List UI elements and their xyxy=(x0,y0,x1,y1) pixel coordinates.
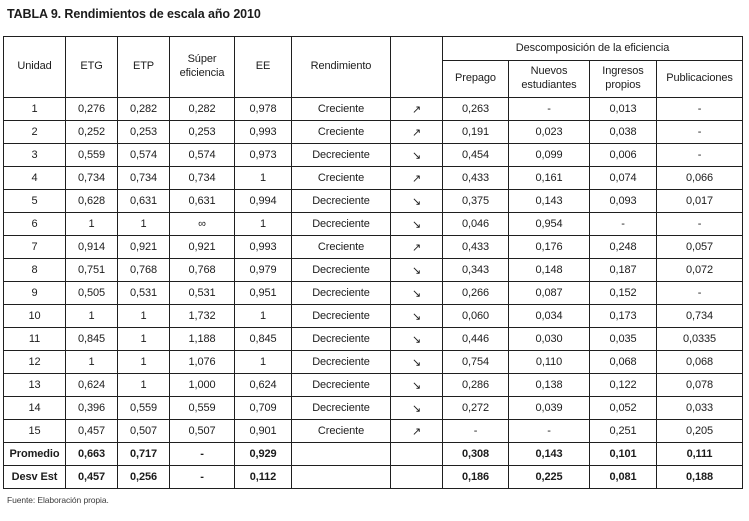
col-header-ee: EE xyxy=(235,37,292,98)
unidad-cell: 3 xyxy=(4,144,66,167)
col-header-super-eficiencia: Súper eficiencia xyxy=(170,37,235,98)
etg-cell: 0,276 xyxy=(66,98,118,121)
super-eficiencia-cell: ∞ xyxy=(170,213,235,236)
super-eficiencia-cell: 0,734 xyxy=(170,167,235,190)
prepago-cell: 0,060 xyxy=(443,305,509,328)
nuevos-estudiantes-cell: 0,225 xyxy=(509,466,590,489)
ee-cell: 1 xyxy=(235,305,292,328)
publicaciones-cell: 0,033 xyxy=(657,397,743,420)
ingresos-propios-cell: 0,187 xyxy=(590,259,657,282)
table-header xyxy=(4,37,743,98)
table-row xyxy=(4,305,743,328)
super-eficiencia-cell: 0,282 xyxy=(170,98,235,121)
rendimiento-cell xyxy=(292,466,391,489)
nuevos-estudiantes-cell: 0,023 xyxy=(509,121,590,144)
ee-cell: 0,993 xyxy=(235,121,292,144)
rendimiento-cell: Decreciente xyxy=(292,351,391,374)
etg-cell: 0,628 xyxy=(66,190,118,213)
nuevos-estudiantes-cell: 0,161 xyxy=(509,167,590,190)
table-row xyxy=(4,121,743,144)
col-header-ingresos-propios: Ingresos propios xyxy=(590,61,657,98)
super-eficiencia-cell: 0,559 xyxy=(170,397,235,420)
ingresos-propios-cell: 0,052 xyxy=(590,397,657,420)
rendimiento-cell: Decreciente xyxy=(292,374,391,397)
table-row xyxy=(4,190,743,213)
trend-arrow-icon: ↘ xyxy=(391,144,443,167)
publicaciones-cell: 0,0335 xyxy=(657,328,743,351)
ee-cell: 0,994 xyxy=(235,190,292,213)
ingresos-propios-cell: 0,101 xyxy=(590,443,657,466)
rendimiento-cell: Decreciente xyxy=(292,213,391,236)
unidad-cell: 1 xyxy=(4,98,66,121)
unidad-cell: 9 xyxy=(4,282,66,305)
table-row xyxy=(4,397,743,420)
rendimiento-cell: Decreciente xyxy=(292,259,391,282)
unidad-cell: 14 xyxy=(4,397,66,420)
unidad-cell: 6 xyxy=(4,213,66,236)
trend-arrow-icon xyxy=(391,466,443,489)
trend-arrow-icon: ↘ xyxy=(391,190,443,213)
col-header-etg: ETG xyxy=(66,37,118,98)
super-eficiencia-cell: 0,921 xyxy=(170,236,235,259)
col-header-etp: ETP xyxy=(118,37,170,98)
table-row xyxy=(4,144,743,167)
ee-cell: 0,978 xyxy=(235,98,292,121)
col-header-prepago: Prepago xyxy=(443,61,509,98)
ingresos-propios-cell: 0,074 xyxy=(590,167,657,190)
super-eficiencia-cell: 0,507 xyxy=(170,420,235,443)
etg-cell: 0,734 xyxy=(66,167,118,190)
etg-cell: 0,845 xyxy=(66,328,118,351)
publicaciones-cell: - xyxy=(657,144,743,167)
ee-cell: 0,929 xyxy=(235,443,292,466)
etp-cell: 0,507 xyxy=(118,420,170,443)
table-row xyxy=(4,328,743,351)
ee-cell: 0,901 xyxy=(235,420,292,443)
nuevos-estudiantes-cell: 0,099 xyxy=(509,144,590,167)
ee-cell: 1 xyxy=(235,213,292,236)
super-eficiencia-cell: 0,253 xyxy=(170,121,235,144)
super-eficiencia-cell: - xyxy=(170,466,235,489)
rendimiento-cell: Creciente xyxy=(292,236,391,259)
ingresos-propios-cell: 0,152 xyxy=(590,282,657,305)
etg-cell: 0,457 xyxy=(66,420,118,443)
etg-cell: 0,914 xyxy=(66,236,118,259)
ingresos-propios-cell: 0,006 xyxy=(590,144,657,167)
trend-arrow-icon: ↘ xyxy=(391,282,443,305)
etp-cell: 1 xyxy=(118,374,170,397)
table-title: TABLA 9. Rendimientos de escala año 2010 xyxy=(7,7,261,21)
nuevos-estudiantes-cell: 0,176 xyxy=(509,236,590,259)
prepago-cell: 0,272 xyxy=(443,397,509,420)
table-row xyxy=(4,351,743,374)
etp-cell: 0,717 xyxy=(118,443,170,466)
super-eficiencia-cell: 0,574 xyxy=(170,144,235,167)
etg-cell: 0,559 xyxy=(66,144,118,167)
prepago-cell: 0,754 xyxy=(443,351,509,374)
prepago-cell: 0,375 xyxy=(443,190,509,213)
etg-cell: 1 xyxy=(66,351,118,374)
nuevos-estudiantes-cell: 0,148 xyxy=(509,259,590,282)
table-row xyxy=(4,282,743,305)
ee-cell: 0,979 xyxy=(235,259,292,282)
table-row xyxy=(4,213,743,236)
prepago-cell: 0,186 xyxy=(443,466,509,489)
publicaciones-cell: 0,068 xyxy=(657,351,743,374)
ee-cell: 0,973 xyxy=(235,144,292,167)
ingresos-propios-cell: 0,081 xyxy=(590,466,657,489)
ee-cell: 0,112 xyxy=(235,466,292,489)
unidad-cell: 13 xyxy=(4,374,66,397)
publicaciones-cell: 0,017 xyxy=(657,190,743,213)
ingresos-propios-cell: 0,038 xyxy=(590,121,657,144)
prepago-cell: 0,046 xyxy=(443,213,509,236)
etp-cell: 0,631 xyxy=(118,190,170,213)
etp-cell: 0,559 xyxy=(118,397,170,420)
prepago-cell: 0,308 xyxy=(443,443,509,466)
nuevos-estudiantes-cell: - xyxy=(509,98,590,121)
nuevos-estudiantes-cell: 0,030 xyxy=(509,328,590,351)
unidad-cell: 2 xyxy=(4,121,66,144)
rendimiento-cell xyxy=(292,443,391,466)
ingresos-propios-cell: 0,248 xyxy=(590,236,657,259)
publicaciones-cell: - xyxy=(657,213,743,236)
ingresos-propios-cell: 0,068 xyxy=(590,351,657,374)
table-row xyxy=(4,420,743,443)
trend-arrow-icon: ↘ xyxy=(391,374,443,397)
table-row xyxy=(4,98,743,121)
prepago-cell: 0,433 xyxy=(443,167,509,190)
super-eficiencia-cell: 1,732 xyxy=(170,305,235,328)
nuevos-estudiantes-cell: 0,143 xyxy=(509,190,590,213)
summary-row xyxy=(4,443,743,466)
ee-cell: 1 xyxy=(235,351,292,374)
etp-cell: 0,768 xyxy=(118,259,170,282)
nuevos-estudiantes-cell: 0,138 xyxy=(509,374,590,397)
trend-arrow-icon: ↗ xyxy=(391,121,443,144)
super-eficiencia-cell: 0,631 xyxy=(170,190,235,213)
prepago-cell: 0,191 xyxy=(443,121,509,144)
publicaciones-cell: 0,734 xyxy=(657,305,743,328)
nuevos-estudiantes-cell: 0,034 xyxy=(509,305,590,328)
unidad-cell: 15 xyxy=(4,420,66,443)
unidad-cell: 5 xyxy=(4,190,66,213)
ingresos-propios-cell: 0,013 xyxy=(590,98,657,121)
ingresos-propios-cell: 0,035 xyxy=(590,328,657,351)
nuevos-estudiantes-cell: 0,954 xyxy=(509,213,590,236)
prepago-cell: 0,286 xyxy=(443,374,509,397)
col-group-header-descomposicion: Descomposición de la eficiencia xyxy=(443,37,743,61)
table-row xyxy=(4,167,743,190)
etp-cell: 0,574 xyxy=(118,144,170,167)
nuevos-estudiantes-cell: - xyxy=(509,420,590,443)
summary-row xyxy=(4,466,743,489)
etp-cell: 0,531 xyxy=(118,282,170,305)
trend-arrow-icon: ↗ xyxy=(391,236,443,259)
rendimiento-cell: Decreciente xyxy=(292,282,391,305)
rendimiento-cell: Decreciente xyxy=(292,328,391,351)
unidad-cell: 7 xyxy=(4,236,66,259)
etg-cell: 1 xyxy=(66,213,118,236)
nuevos-estudiantes-cell: 0,143 xyxy=(509,443,590,466)
etp-cell: 0,282 xyxy=(118,98,170,121)
rendimiento-cell: Decreciente xyxy=(292,144,391,167)
rendimiento-cell: Decreciente xyxy=(292,190,391,213)
etp-cell: 1 xyxy=(118,305,170,328)
rendimiento-cell: Creciente xyxy=(292,121,391,144)
trend-arrow-icon: ↘ xyxy=(391,259,443,282)
col-header-rendimiento: Rendimiento xyxy=(292,37,391,98)
rendimiento-cell: Decreciente xyxy=(292,397,391,420)
ingresos-propios-cell: 0,122 xyxy=(590,374,657,397)
prepago-cell: 0,266 xyxy=(443,282,509,305)
etp-cell: 1 xyxy=(118,351,170,374)
rendimientos-table xyxy=(3,36,743,489)
etg-cell: 1 xyxy=(66,305,118,328)
unidad-cell: 4 xyxy=(4,167,66,190)
prepago-cell: 0,433 xyxy=(443,236,509,259)
col-header-nuevos-estudiantes: Nuevos estudiantes xyxy=(509,61,590,98)
ee-cell: 0,993 xyxy=(235,236,292,259)
super-eficiencia-cell: 1,000 xyxy=(170,374,235,397)
nuevos-estudiantes-cell: 0,110 xyxy=(509,351,590,374)
etp-cell: 0,921 xyxy=(118,236,170,259)
publicaciones-cell: 0,057 xyxy=(657,236,743,259)
trend-arrow-icon xyxy=(391,443,443,466)
prepago-cell: 0,343 xyxy=(443,259,509,282)
etg-cell: 0,396 xyxy=(66,397,118,420)
trend-arrow-icon: ↘ xyxy=(391,397,443,420)
super-eficiencia-cell: - xyxy=(170,443,235,466)
rendimiento-cell: Decreciente xyxy=(292,305,391,328)
ee-cell: 0,709 xyxy=(235,397,292,420)
publicaciones-cell: 0,205 xyxy=(657,420,743,443)
etg-cell: 0,751 xyxy=(66,259,118,282)
etp-cell: 1 xyxy=(118,213,170,236)
publicaciones-cell: 0,188 xyxy=(657,466,743,489)
table-row xyxy=(4,259,743,282)
publicaciones-cell: 0,072 xyxy=(657,259,743,282)
unidad-cell: 10 xyxy=(4,305,66,328)
etg-cell: 0,457 xyxy=(66,466,118,489)
etp-cell: 0,256 xyxy=(118,466,170,489)
trend-arrow-icon: ↘ xyxy=(391,328,443,351)
publicaciones-cell: 0,078 xyxy=(657,374,743,397)
prepago-cell: 0,454 xyxy=(443,144,509,167)
super-eficiencia-cell: 0,531 xyxy=(170,282,235,305)
trend-arrow-icon: ↗ xyxy=(391,420,443,443)
table-row xyxy=(4,236,743,259)
unidad-cell: Desv Est xyxy=(4,466,66,489)
rendimiento-cell: Creciente xyxy=(292,420,391,443)
table-body xyxy=(4,98,743,489)
publicaciones-cell: 0,066 xyxy=(657,167,743,190)
ingresos-propios-cell: 0,251 xyxy=(590,420,657,443)
etp-cell: 1 xyxy=(118,328,170,351)
page xyxy=(0,7,749,521)
unidad-cell: 8 xyxy=(4,259,66,282)
super-eficiencia-cell: 0,768 xyxy=(170,259,235,282)
trend-arrow-icon: ↘ xyxy=(391,351,443,374)
col-header-unidad: Unidad xyxy=(4,37,66,98)
trend-arrow-icon: ↘ xyxy=(391,213,443,236)
publicaciones-cell: - xyxy=(657,282,743,305)
prepago-cell: 0,446 xyxy=(443,328,509,351)
unidad-cell: Promedio xyxy=(4,443,66,466)
rendimiento-cell: Creciente xyxy=(292,167,391,190)
prepago-cell: 0,263 xyxy=(443,98,509,121)
nuevos-estudiantes-cell: 0,039 xyxy=(509,397,590,420)
source-note: Fuente: Elaboración propia. xyxy=(7,495,109,505)
ee-cell: 0,845 xyxy=(235,328,292,351)
prepago-cell: - xyxy=(443,420,509,443)
trend-arrow-icon: ↗ xyxy=(391,98,443,121)
publicaciones-cell: 0,111 xyxy=(657,443,743,466)
etg-cell: 0,624 xyxy=(66,374,118,397)
rendimiento-cell: Creciente xyxy=(292,98,391,121)
header-row-top xyxy=(4,37,743,61)
ee-cell: 1 xyxy=(235,167,292,190)
ingresos-propios-cell: - xyxy=(590,213,657,236)
etp-cell: 0,734 xyxy=(118,167,170,190)
col-header-trend xyxy=(391,37,443,98)
trend-arrow-icon: ↘ xyxy=(391,305,443,328)
etg-cell: 0,252 xyxy=(66,121,118,144)
publicaciones-cell: - xyxy=(657,98,743,121)
ee-cell: 0,624 xyxy=(235,374,292,397)
etg-cell: 0,505 xyxy=(66,282,118,305)
unidad-cell: 12 xyxy=(4,351,66,374)
etg-cell: 0,663 xyxy=(66,443,118,466)
unidad-cell: 11 xyxy=(4,328,66,351)
col-header-publicaciones: Publicaciones xyxy=(657,61,743,98)
super-eficiencia-cell: 1,188 xyxy=(170,328,235,351)
ee-cell: 0,951 xyxy=(235,282,292,305)
table-row xyxy=(4,374,743,397)
trend-arrow-icon: ↗ xyxy=(391,167,443,190)
super-eficiencia-cell: 1,076 xyxy=(170,351,235,374)
publicaciones-cell: - xyxy=(657,121,743,144)
etp-cell: 0,253 xyxy=(118,121,170,144)
nuevos-estudiantes-cell: 0,087 xyxy=(509,282,590,305)
ingresos-propios-cell: 0,173 xyxy=(590,305,657,328)
ingresos-propios-cell: 0,093 xyxy=(590,190,657,213)
